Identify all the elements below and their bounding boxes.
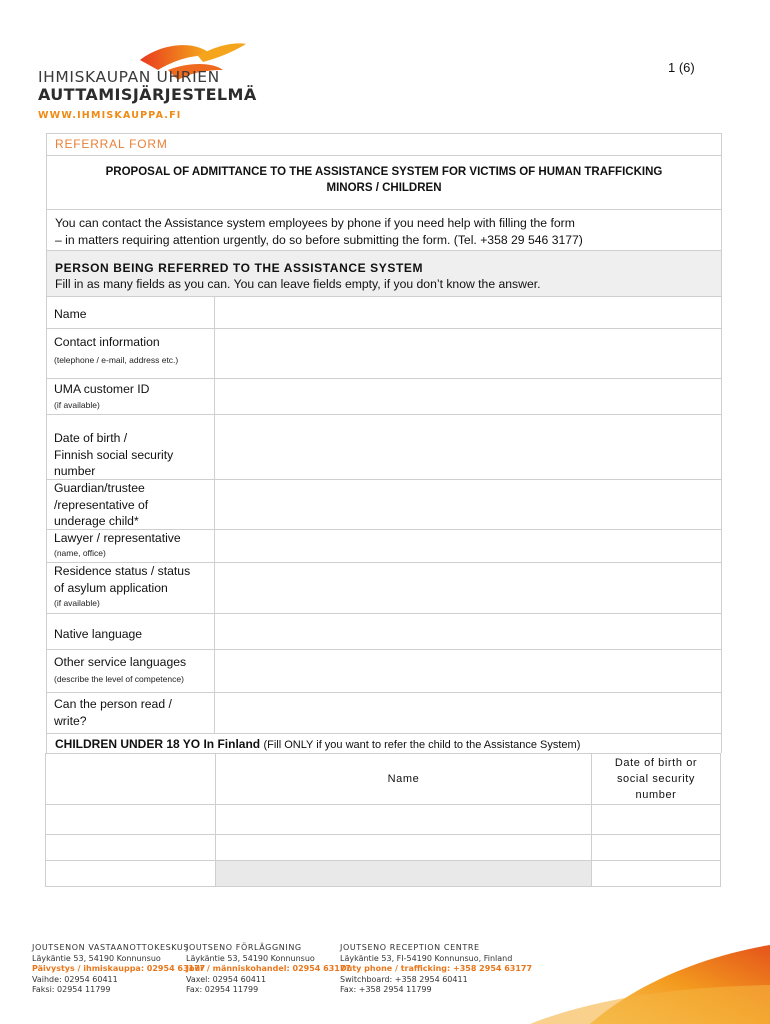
footer-fi-title: JOUTSENON VASTAANOTTOKESKUS — [32, 943, 190, 952]
label-uma — [47, 379, 215, 414]
child3-name[interactable] — [216, 861, 592, 887]
input-residence[interactable] — [215, 563, 721, 613]
child3-dob[interactable] — [592, 861, 721, 887]
proposal-line1: PROPOSAL OF ADMITTANCE TO THE ASSISTANCE SYSTEM FOR VICTIMS OF HUMAN TRAFFICKING — [105, 166, 663, 178]
label-dob-line1: Date of birth / — [54, 431, 128, 445]
footer-fi-switch: Vaihde: 02954 60411 — [32, 974, 118, 984]
child1-cell[interactable] — [46, 805, 216, 835]
row-name — [47, 296, 721, 328]
children-col-dob — [592, 754, 721, 805]
footer-en-title: JOUTSENO RECEPTION CENTRE — [340, 943, 480, 952]
label-dob — [47, 415, 215, 479]
input-native[interactable] — [215, 614, 721, 649]
uma-hint: (if available) — [54, 399, 100, 410]
label-guardian — [47, 480, 215, 529]
contact-hint: (telephone / e-mail, address etc.) — [54, 354, 179, 365]
child3-cell[interactable] — [46, 861, 216, 887]
label-dob-line2: Finnish social security — [54, 447, 174, 462]
children-note: (Fill ONLY if you want to refer the child to the Assistance System) — [263, 739, 581, 751]
proposal-heading — [46, 155, 722, 209]
footer-sv-switch: Vaxel: 02954 60411 — [186, 974, 267, 984]
footer-en-duty: Duty phone / trafficking: +358 2954 63177 — [340, 964, 533, 973]
residence-hint: (if available) — [54, 598, 100, 608]
child2-cell[interactable] — [46, 835, 216, 861]
label-guardian-line1: Guardian/trustee — [54, 481, 145, 495]
label-read-write — [47, 693, 215, 733]
row-guardian — [47, 479, 721, 529]
children-header — [46, 733, 722, 753]
proposal-line2: MINORS / CHILDREN — [326, 182, 442, 194]
brand-name-line1: IHMISKAUPAN UHRIEN — [38, 68, 220, 86]
label-residence — [47, 563, 215, 613]
website-link[interactable]: WWW.IHMISKAUPPA.FI — [38, 110, 182, 121]
label-dob-line3: number — [54, 464, 96, 478]
table-row — [46, 835, 721, 861]
children-col-empty — [46, 754, 216, 805]
row-other-lang — [47, 649, 721, 692]
decorative-swoosh-icon — [470, 925, 770, 1024]
children-heading: CHILDREN UNDER 18 YO In Finland — [55, 737, 261, 751]
children-header-row — [46, 754, 721, 805]
label-lawyer — [47, 530, 215, 562]
row-residence — [47, 562, 721, 613]
section-instruction: Fill in as many fields as you can. You can leave fields empty, if you don’t know the answer. — [55, 277, 541, 291]
referral-form — [46, 133, 722, 887]
table-row — [46, 805, 721, 835]
input-other-lang[interactable] — [215, 650, 721, 692]
row-native — [47, 613, 721, 649]
person-fields — [46, 296, 722, 733]
label-native: Native language — [47, 614, 215, 649]
footer-fi-duty: Päivystys / ihmiskauppa: 02954 63177 — [32, 964, 206, 973]
footer-en-address: Läykäntie 53, FI-54190 Konnunsuo, Finland — [340, 953, 513, 963]
label-lawyer-text: Lawyer / representative — [54, 531, 181, 545]
contact-line1: You can contact the Assistance system employees by phone if you need help with filling the form — [55, 216, 575, 230]
footer-sv-duty: Jour / människohandel: 02954 63177 — [186, 964, 351, 973]
input-contact[interactable] — [215, 329, 721, 378]
page-number: 1 (6) — [668, 60, 695, 75]
other-lang-hint: (describe the level of competence) — [54, 673, 184, 684]
label-other-lang — [47, 650, 215, 692]
child2-dob[interactable] — [592, 835, 721, 861]
input-name[interactable] — [215, 297, 721, 328]
label-residence-line1: Residence status / status — [54, 564, 191, 578]
footer-sv-fax: Fax: 02954 11799 — [186, 985, 259, 994]
row-uma — [47, 378, 721, 414]
section-header — [46, 250, 722, 296]
footer-col-sv — [186, 943, 351, 996]
label-contact — [47, 329, 215, 378]
input-uma[interactable] — [215, 379, 721, 414]
footer-fi-address: Läykäntie 53, 54190 Konnunsuo — [32, 953, 161, 963]
footer-sv-address: Läykäntie 53, 54190 Konnunsuo — [186, 953, 315, 963]
children-col-dob-line2: social security — [616, 773, 696, 785]
input-read-write[interactable] — [215, 693, 721, 733]
label-name: Name — [47, 297, 215, 328]
row-lawyer — [47, 529, 721, 562]
contact-instructions — [46, 209, 722, 250]
row-contact — [47, 328, 721, 378]
children-col-dob-line1: Date of birth or — [614, 757, 698, 769]
footer-en-fax: Fax: +358 2954 11799 — [340, 985, 432, 994]
children-col-dob-line3: number — [635, 789, 677, 801]
label-guardian-line3: underage child* — [54, 514, 139, 528]
row-read-write — [47, 692, 721, 733]
label-guardian-line2: /representative of — [54, 497, 149, 512]
footer-col-fi — [32, 943, 205, 996]
label-other-lang-text: Other service languages — [54, 655, 187, 669]
footer-en-switch: Switchboard: +358 2954 60411 — [340, 974, 468, 984]
footer-fi-fax: Faksi: 02954 11799 — [32, 985, 111, 994]
row-dob — [47, 414, 721, 479]
child1-dob[interactable] — [592, 805, 721, 835]
form-title: REFERRAL FORM — [46, 133, 722, 155]
brand-name-line2: AUTTAMISJÄRJESTELMÄ — [38, 85, 257, 104]
child1-name[interactable] — [216, 805, 592, 835]
contact-line2: – in matters requiring attention urgently, do so before submitting the form. (Tel. +358 29 546 3177) — [55, 233, 583, 247]
lawyer-hint: (name, office) — [54, 547, 106, 558]
label-residence-line2: of asylum application — [54, 580, 168, 595]
children-col-name: Name — [216, 754, 592, 805]
label-uma-text: UMA customer ID — [54, 382, 150, 396]
table-row — [46, 861, 721, 887]
footer-sv-title: JOUTSENO FÖRLÄGGNING — [186, 943, 302, 952]
label-read-line2: write? — [54, 713, 87, 728]
section-heading: PERSON BEING REFERRED TO THE ASSISTANCE SYSTEM — [55, 261, 424, 275]
input-dob[interactable] — [215, 415, 721, 479]
child2-name[interactable] — [216, 835, 592, 861]
children-table — [45, 753, 721, 887]
label-contact-text: Contact information — [54, 335, 160, 349]
label-read-line1: Can the person read / — [54, 697, 172, 711]
input-guardian[interactable] — [215, 480, 721, 529]
input-lawyer[interactable] — [215, 530, 721, 562]
